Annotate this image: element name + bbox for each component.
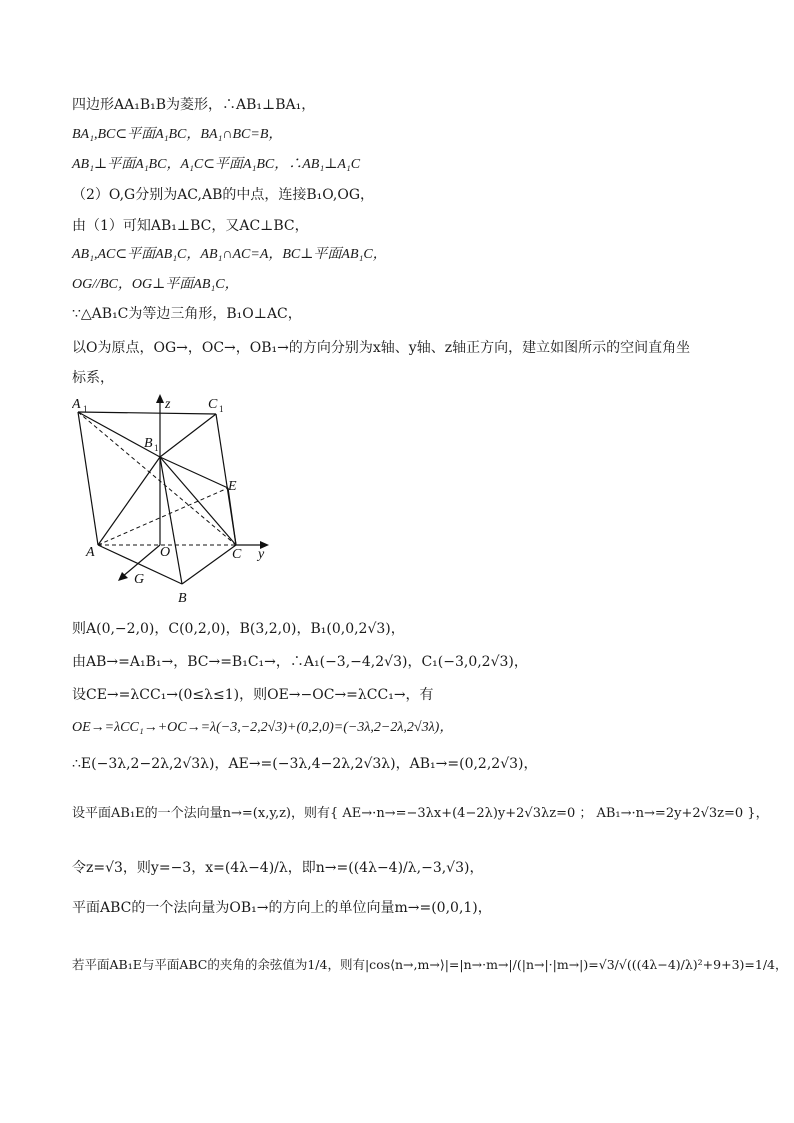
figure-hidden-edges [78,412,236,545]
text-line-10: 标系， [72,370,114,386]
label-C1-sub: 1 [219,404,224,414]
text-line-7: OG//BC，OG⊥平面AB₁C， [72,277,239,292]
label-O: O [160,545,171,560]
text-line-5: 由（1）可知AB₁⊥BC，又AC⊥BC， [72,218,309,234]
axis-arrowheads [118,394,269,581]
text-line-17: 令z=√3，则y=−3，x=(4λ−4)/λ，即n→=((4λ−4)/λ,−3,√3)， [72,860,484,876]
text-line-9: 以O为原点，OG→，OC→，OB₁→的方向分别为x轴、y轴、z轴正方向，建立如图所示的空间直角坐 [72,340,691,356]
label-C1: C [208,397,218,412]
prism-figure [72,392,282,610]
label-B1-sub: 1 [154,443,159,453]
figure-edges [78,412,236,584]
text-line-14: OE→=λCC₁→+OC→=λ(−3,−2,2√3)+(0,2,0)=(−3λ,2−2λ,2√3λ)， [72,720,454,735]
label-z: z [165,397,171,412]
text-line-2: BA₁,BC⊂平面A₁BC，BA₁∩BC=B， [72,127,283,142]
text-line-1: 四边形AA₁B₁B为菱形，∴AB₁⊥BA₁， [72,97,316,113]
label-y: y [258,547,265,562]
text-line-4: （2）O,G分别为AC,AB的中点，连接B₁O,OG， [72,187,375,203]
label-A: A [86,545,95,560]
text-line-16: 设平面AB₁E的一个法向量n→=(x,y,z)，则有{ AE→·n→=−3λx+(4−2λ)y+2√3λz=0 ； AB₁→·n→=2y+2√3z=0 }， [72,806,769,821]
label-G: G [134,572,145,587]
text-line-6: AB₁,AC⊂平面AB₁C，AB₁∩AC=A，BC⊥平面AB₁C， [72,247,387,262]
label-E: E [228,479,237,494]
label-B: B [178,591,187,606]
text-line-12: 由AB→=A₁B₁→，BC→=B₁C₁→，∴A₁(−3,−4,2√3)，C₁(−3,0,2√3)， [72,654,528,670]
label-A1-sub: 1 [83,404,88,414]
label-B1: B [144,436,153,451]
text-line-15: ∴E(−3λ,2−2λ,2√3λ)，AE→=(−3λ,4−2λ,2√3λ)，AB₁→=(0,2,2√3)， [72,756,538,772]
text-line-19: 若平面AB₁E与平面ABC的夹角的余弦值为1/4，则有|cos⟨n→,m→⟩|=|n→·m→|/(|n→|·|m→|)=√3/√(((4λ−4)/λ)²+9+3)=1/4， [72,957,788,972]
label-A1: A [72,397,81,412]
text-line-3: AB₁⊥平面A₁BC，A₁C⊂平面A₁BC，∴AB₁⊥A₁C [72,157,361,172]
figure-axes [122,398,264,577]
text-line-18: 平面ABC的一个法向量为OB₁→的方向上的单位向量m→=(0,0,1)， [72,900,492,916]
text-line-13: 设CE→=λCC₁→(0≤λ≤1)，则OE→−OC→=λCC₁→，有 [72,687,434,703]
text-line-11: 则A(0,−2,0)，C(0,2,0)，B(3,2,0)，B₁(0,0,2√3)， [72,621,405,637]
text-line-8: ∵△AB₁C为等边三角形，B₁O⊥AC， [72,306,302,322]
label-C: C [232,547,242,562]
